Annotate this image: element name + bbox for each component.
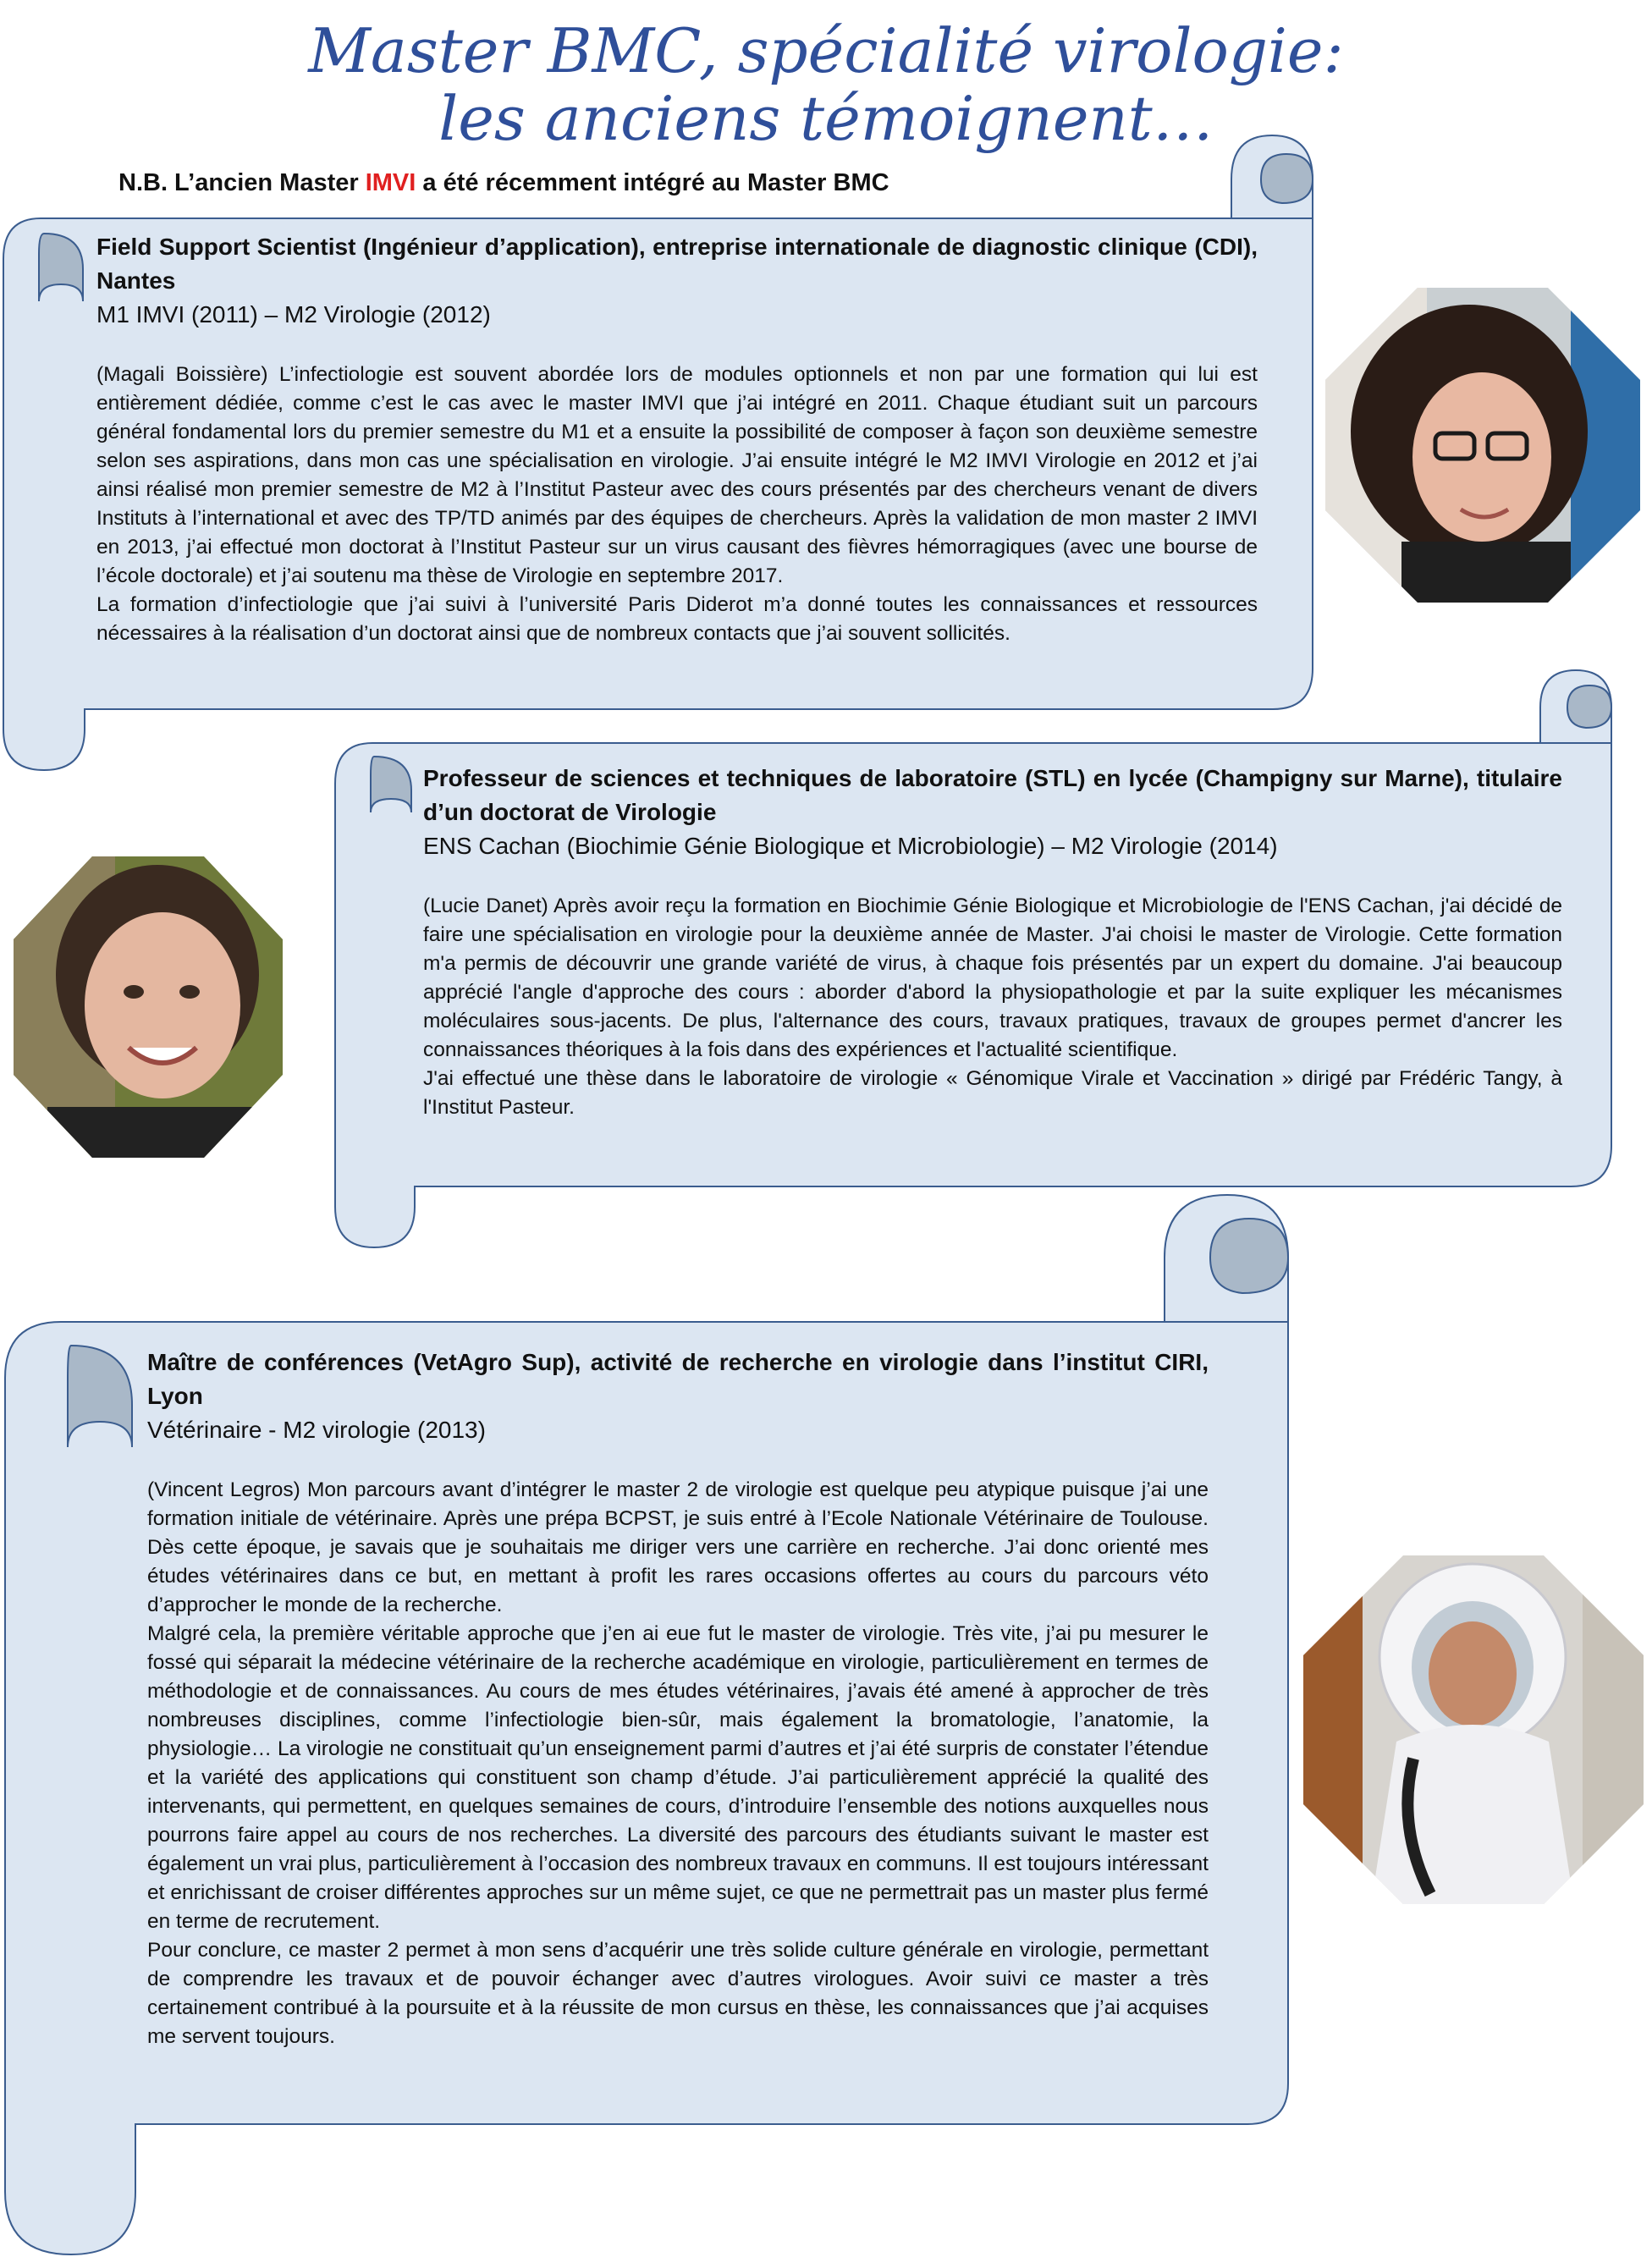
testimonial-1-title: Field Support Scientist (Ingénieur d’application), entreprise internationale de diagnostic clinique (CDI), Nantes [96,234,1258,294]
portrait-photo-2 [14,856,283,1158]
testimonial-1-paragraph-2: La formation d’infectiologie que j’ai suivi à l’université Paris Diderot m’a donné toutes les connaissances et ressources nécessaires à la réalisation d’un doctorat ainsi que de nombreux contacts que j’ai souvent sollicités. [96,593,1258,645]
portrait-photo-1 [1325,288,1640,603]
testimonial-1 [96,230,1258,648]
testimonial-3-paragraph-1: (Vincent Legros) Mon parcours avant d’intégrer le master 2 de virologie est quelque peu atypique puisque j’ai une formation initiale de vétérinaire. Après une prépa BCPST, je suis entré à l’Ecole Nationale Vétérinaire de Toulouse. Dès cette époque, je savais que je souhaitais me diriger vers une carrière en recherche. J’ai donc orienté mes études vétérinaires dans ce but, en mettant à profit les rares occasions offertes au cours du parcours véto d’approcher le monde de la recherche. [147,1478,1209,1616]
testimonial-2-paragraph-1: (Lucie Danet) Après avoir reçu la formation en Biochimie Génie Biologique et Microbiologie de l'ENS Cachan, j'ai décidé de faire une spécialisation en virologie pour la deuxième année de Master. J'ai choisi le master de Virologie. Cette formation m'a permis de découvrir une grande variété de virus, à chaque fois présentés par un expert du domaine. J'ai beaucoup apprécié l'angle d'approche des cours : aborder d'abord la physiopathologie et par la suite expliquer les mécanismes moléculaires sous-jacents. De plus, l'alternance des cours, travaux pratiques, travaux de groupes permet d'ancrer les connaissances théoriques à la fois dans des expériences et l'actualité scientifique. [423,895,1562,1061]
testimonial-2 [423,762,1562,1122]
nb-note-prefix: N.B. L’ancien Master [118,169,366,196]
testimonial-3-title: Maître de conférences (VetAgro Sup), activité de recherche en virologie dans l’institut CIRI, Lyon [147,1349,1209,1409]
testimonial-1-paragraph-1: (Magali Boissière) L’infectiologie est souvent abordée lors de modules optionnels et non par une formation qui lui est entièrement dédiée, comme c’est le cas avec le master IMVI que j’ai intégré en 2011. Chaque étudiant suit un parcours général fondamental lors du premier semestre du M1 et a ensuite la possibilité de composer à façon son deuxième semestre selon ses aspirations, dans mon cas une spécialisation en virologie. J’ai ensuite intégré le M2 IMVI Virologie en 2012 et j’ai ainsi réalisé mon premier semestre de M2 à l’Institut Pasteur avec des cours présentés par des chercheurs venant de divers Instituts à l’international et avec des TP/TD animés par des équipes de chercheurs. Après la validation de mon master 2 IMVI en 2013, j’ai effectué mon doctorat à l’Institut Pasteur sur un virus causant des fièvres hémorragiques (avec une bourse de l’école doctorale) et j’ai soutenu ma thèse de Virologie en septembre 2017. [96,363,1258,587]
scroll-1-top-curl-inner [1261,154,1313,203]
nb-note-suffix: a été récemment intégré au Master BMC [416,169,889,196]
testimonial-2-title: Professeur de sciences et techniques de laboratoire (STL) en lycée (Champigny sur Marne), titulaire d’un doctorat de Virologie [423,765,1562,825]
portrait-photo-3 [1303,1555,1644,1904]
page-title-line-1: Master BMC, spécialité virologie: [308,15,1344,86]
testimonial-3-subtitle: Vétérinaire - M2 virologie (2013) [147,1417,486,1443]
scroll-2-top-curl-inner [1567,685,1611,728]
testimonial-1-subtitle: M1 IMVI (2011) – M2 Virologie (2012) [96,301,491,328]
testimonial-2-paragraph-2: J'ai effectué une thèse dans le laboratoire de virologie « Génomique Virale et Vaccination » dirigé par Frédéric Tangy, à l'Institut Pasteur. [423,1067,1562,1119]
nb-note-highlight: IMVI [365,169,416,196]
testimonial-3-paragraph-3: Pour conclure, ce master 2 permet à mon sens d’acquérir une très solide culture générale en virologie, permettant de comprendre les travaux et de pouvoir échanger avec d’autres virologues. Avoir suivi ce master a très certainement contribué à la poursuite et à la réussite de mon cursus en thèse, les connaissances que j’ai acquises me servent toujours. [147,1939,1209,2048]
testimonial-3 [147,1346,1209,2051]
page-title-line-2: les anciens témoignent… [438,83,1214,154]
testimonial-3-paragraph-2: Malgré cela, la première véritable approche que j’en ai eue fut le master de virologie. Très vite, j’ai pu mesurer le fossé qui séparait la médecine vétérinaire de la recherche académique en virologie, particulièrement en termes de méthodologie et de connaissances. Au cours de mes études vétérinaires, j’avais été amené à approcher de très nombreuses disciplines, comme l’infectiologie bien-sûr, mais également la bromatologie, l’anatomie, la physiologie… La virologie ne constituait qu’un enseignement parmi d’autres et j’ai été surpris de constater l’étendue et la variété des applications qui constituent son champ d’étude. J’ai particulièrement apprécié la qualité des intervenants, qui permettent, en quelques semaines de cours, d’introduire l’ensemble des notions auxquelles nous pourrons faire appel au cours de nos recherches. La diversité des parcours des étudiants suivant le master est également un vrai plus, particulièrement à l’occasion des nombreux travaux en communs. Il est toujours intéressant et enrichissant de croiser différentes approches sur un même sujet, ce que ne permettrait pas un master plus fermé en terme de recrutement. [147,1622,1209,1933]
scroll-3-top-curl-inner [1210,1219,1288,1293]
testimonial-2-subtitle: ENS Cachan (Biochimie Génie Biologique et Microbiologie) – M2 Virologie (2014) [423,833,1278,859]
